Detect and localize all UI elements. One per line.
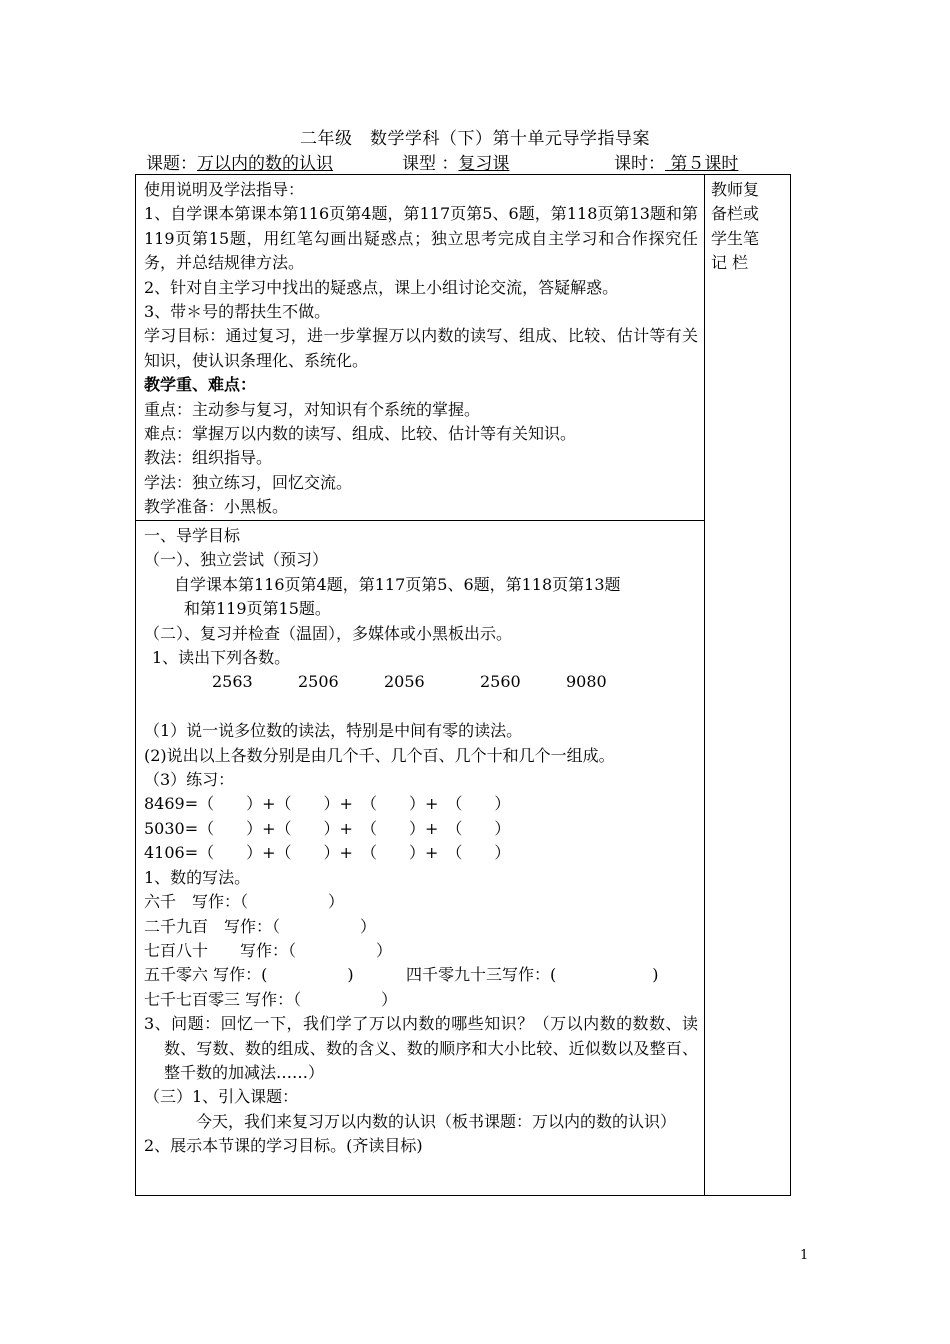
number-item: 2056 (384, 672, 425, 692)
section-heading: 一、导学目标 (144, 526, 241, 545)
topic-value: 万以内的数的认识 (197, 154, 333, 174)
writing-item-pair (144, 963, 698, 987)
question-2: (2)说出以上各数分别是由几个千、几个百、几个十和几个一组成。 (144, 745, 615, 765)
period-value: 第５课时 (665, 154, 739, 174)
learning-goal: 学习目标：通过复习，进一步掌握万以内数的读写、组成、比较、估计等有关知识，使认识条理化、系统化。 (144, 326, 698, 370)
part3-title: （三）1、引入课题： (144, 1087, 299, 1107)
writing-item: 七百八十 写作：（ ） (144, 940, 393, 960)
notes-line: 备栏或 (711, 204, 760, 224)
exercise-line: 4106=（ ）+（ ）+ （ ）+ （ ） (144, 843, 511, 863)
writing-item: 二千九百 写作：（ ） (144, 916, 377, 936)
preparation: 教学准备：小黑板。 (144, 497, 289, 517)
part2-title: （二）、复习并检查（温固），多媒体或小黑板出示。 (144, 623, 513, 643)
part1-text: 自学课本第116页第4题，第117页第5、6题，第118页第13题 (174, 574, 621, 594)
notes-line: 记 栏 (711, 253, 749, 273)
guide-cell (136, 175, 705, 521)
number-item: 2560 (480, 672, 521, 692)
number-item: 9080 (566, 672, 607, 692)
notes-column (705, 175, 791, 1196)
question-3: （3）练习： (144, 770, 235, 790)
lesson-type-value: 复习课 (458, 154, 510, 174)
notes-line: 学生笔 (711, 228, 760, 248)
writing-item: 七千七百零三 写作：（ ） (144, 989, 398, 1009)
period-field (614, 149, 738, 175)
guide-item-1: 1、自学课本第课本第116页第4题，第117页第5、6题，第118页第13题和第119页第15题，用红笔勾画出疑惑点；独立思考完成自主学习和合作探究任务，并总结规律方法。 (144, 204, 698, 273)
lesson-type-field (402, 149, 509, 175)
period-label: 课时： (614, 154, 665, 174)
question-1: （1）说一说多位数的读法，特别是中间有零的读法。 (144, 721, 523, 741)
difficulty: 难点：掌握万以内数的读写、组成、比较、估计等有关知识。 (144, 424, 577, 444)
guide-item-3: 3、带＊号的帮扶生不做。 (144, 302, 331, 322)
part1-text-cont: 和第119页第15题。 (184, 599, 331, 619)
show-goal: 2、展示本节课的学习目标。(齐读目标) (144, 1136, 423, 1156)
guide-item-2: 2、针对自主学习中找出的疑惑点，课上小组讨论交流，答疑解惑。 (144, 277, 619, 297)
exercise-line: 5030=（ ）+（ ）+ （ ）+ （ ） (144, 818, 511, 838)
topic-field (146, 149, 333, 175)
part1-title: （一）、独立尝试（预习） (144, 550, 329, 570)
intro-text: 今天，我们来复习万以内数的认识（板书课题：万以内的数的认识） (196, 1111, 677, 1131)
lesson-table (135, 174, 791, 1196)
page-title: 二年级 数学学科（下）第十单元导学指导案 (300, 129, 650, 149)
lesson-type-label: 课型 ： (402, 154, 459, 174)
teaching-method: 教法：组织指导。 (144, 448, 273, 468)
key-point: 重点：主动参与复习，对知识有个系统的掌握。 (144, 399, 481, 419)
topic-label: 课题： (146, 154, 197, 174)
writing-item: 五千零六 写作：( ) (144, 965, 354, 985)
writing-title: 1、数的写法。 (144, 867, 251, 887)
number-item: 2563 (212, 672, 253, 692)
exercise-line: 8469=（ ）+（ ）+ （ ）+ （ ） (144, 794, 511, 814)
notes-line: 教师复 (711, 180, 760, 199)
writing-item: 四千零九十三写作：( ) (406, 965, 659, 985)
key-points-heading: 教学重、难点： (144, 375, 257, 395)
page-number: 1 (800, 1248, 809, 1263)
review-question: 3、问题：回忆一下，我们学了万以内数的哪些知识？（万以内数的数数、读数、写数、数的组成、数的含义、数的顺序和大小比较、近似数以及整百、整千数的加减法……） (144, 1014, 698, 1082)
number-item: 2506 (298, 672, 339, 692)
learning-method: 学法：独立练习，回忆交流。 (144, 472, 353, 492)
lesson-cell (136, 521, 705, 1196)
number-list (144, 670, 698, 694)
guide-heading: 使用说明及学法指导： (144, 180, 305, 199)
writing-item: 六千 写作：（ ） (144, 892, 345, 912)
read-numbers-title: 1、读出下列各数。 (152, 648, 291, 668)
